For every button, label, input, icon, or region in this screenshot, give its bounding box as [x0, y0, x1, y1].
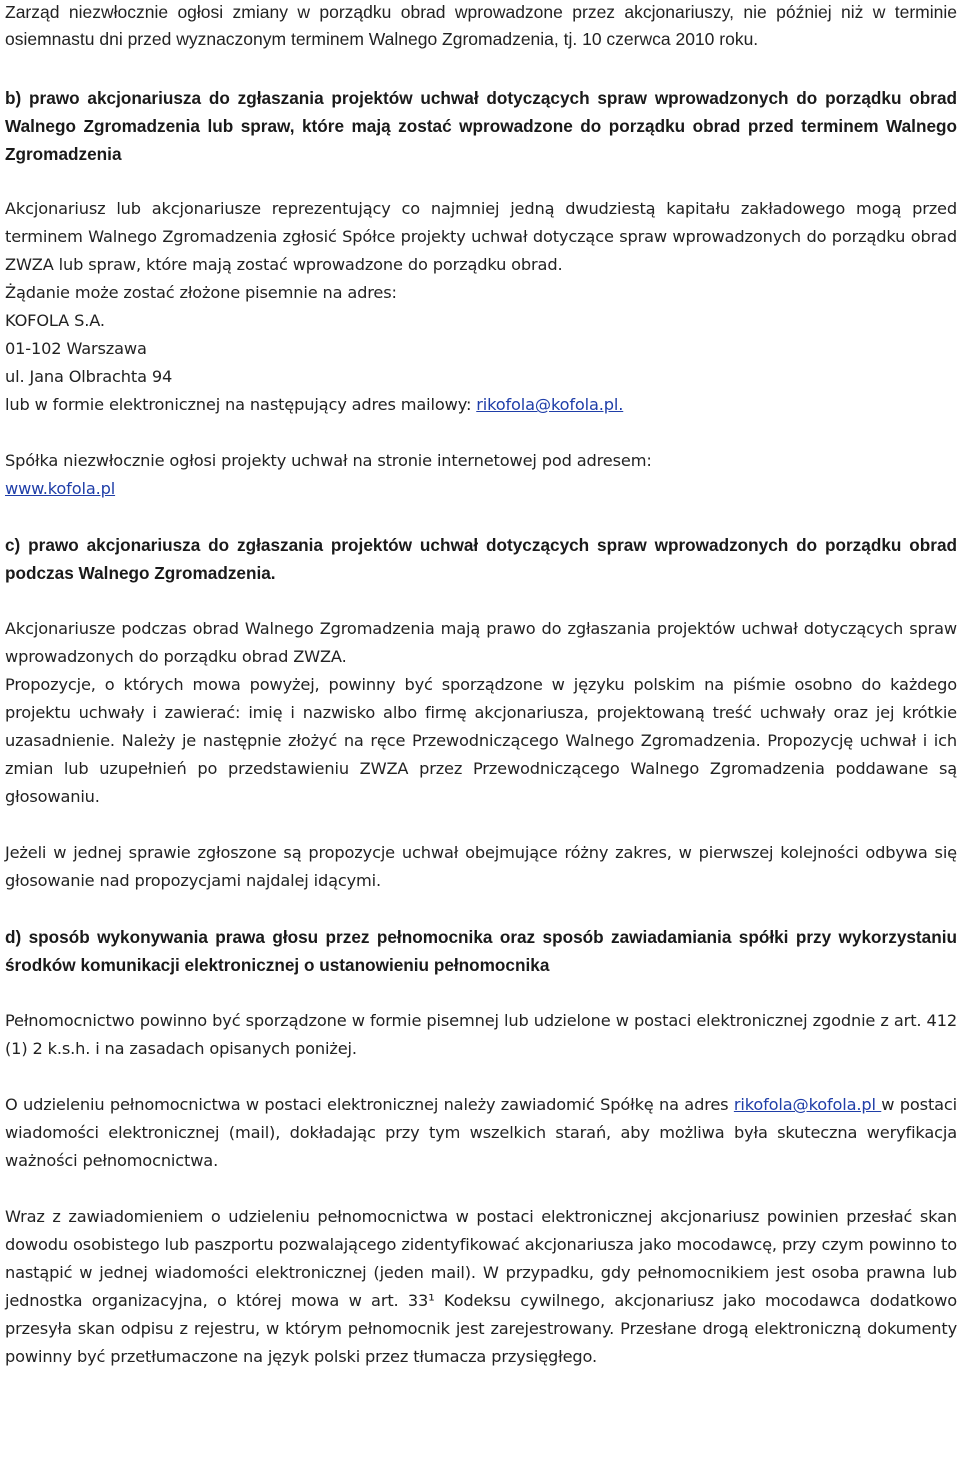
- section-d-paragraph-2-after: w postaci wiadomości elektronicznej (mail), dokładając przy tym wszelkich starań, aby możliwa była skuteczna weryfikacja ważności pełnomocnictwa.: [5, 1095, 958, 1170]
- email-intro: lub w formie elektronicznej na następujący adres mailowy:: [5, 395, 477, 414]
- address-intro: Żądanie może zostać złożone pisemnie na adres:: [5, 283, 397, 302]
- address-company: KOFOLA S.A.: [5, 311, 105, 330]
- document-page: [5, 0, 957, 1371]
- email-line: [5, 391, 957, 419]
- website-intro: Spółka niezwłocznie ogłosi projekty uchwał na stronie internetowej pod adresem:: [5, 451, 652, 470]
- address-street: ul. Jana Olbrachta 94: [5, 367, 173, 386]
- intro-paragraph: Zarząd niezwłocznie ogłosi zmiany w porządku obrad wprowadzone przez akcjonariuszy, nie później niż w terminie osiemnastu dni przed wyznaczonym terminem Walnego Zgromadzenia, tj. 10 czerwca 2010 roku.: [5, 2, 957, 49]
- email-link[interactable]: rikofola@kofola.pl.: [476, 395, 624, 414]
- section-d-paragraph-3: Wraz z zawiadomieniem o udzieleniu pełnomocnictwa w postaci elektronicznej akcjonariusz powinien przesłać skan dowodu osobistego lub paszportu pozwalającego zidentyfikować akcjonariusza jako mocodawcę, przy czym powinno to nastąpić w jednej wiadomości elektronicznej (jeden mail). W przypadku, gdy pełnomocnikiem jest osoba prawna lub jednostka organizacyjna, o której mowa w art. 33¹ Kodeksu cywilnego, akcjonariusz jako mocodawca dodatkowo przesyła skan odpisu z rejestru, w którym pełnomocnik jest zarejestrowany. Przesłane drogą elektroniczną dokumenty powinny być przetłumaczone na język polski przez tłumacza przysięgłego.: [5, 1207, 957, 1366]
- section-c-heading: c) prawo akcjonariusza do zgłaszania projektów uchwał dotyczących spraw wprowadzonych do porządku obrad podczas Walnego Zgromadzenia.: [5, 535, 957, 583]
- proxy-email-link[interactable]: rikofola@kofola.pl: [733, 1095, 882, 1114]
- section-c-paragraph-2: Propozycje, o których mowa powyżej, powinny być sporządzone w języku polskim na piśmie osobno do każdego projektu uchwały i zawierać: imię i nazwisko albo firmę akcjonariusza, projektowaną treść uchwały oraz jej krótkie uzasadnienie. Należy je następnie złożyć na ręce Przewodniczącego Walnego Zgromadzenia. Propozycję uchwał i ich zmian lub uzupełnień po przedstawieniu ZWZA przez Przewodniczącego Walnego Zgromadzenia poddawane są głosowaniu.: [5, 675, 957, 806]
- website-line: [5, 475, 957, 503]
- address-city: 01-102 Warszawa: [5, 339, 147, 358]
- section-d-paragraph-1: Pełnomocnictwo powinno być sporządzone w formie pisemnej lub udzielone w postaci elektronicznej zgodnie z art. 412 (1) 2 k.s.h. i na zasadach opisanych poniżej.: [5, 1011, 957, 1058]
- section-d-paragraph-2: [5, 1091, 957, 1175]
- section-d-paragraph-2-before: O udzieleniu pełnomocnictwa w postaci elektronicznej należy zawiadomić Spółkę na adres: [5, 1095, 734, 1114]
- website-link[interactable]: www.kofola.pl: [5, 479, 116, 498]
- section-c-paragraph-1: Akcjonariusze podczas obrad Walnego Zgromadzenia mają prawo do zgłaszania projektów uchwał dotyczących spraw wprowadzonych do porządku obrad ZWZA.: [5, 619, 957, 666]
- section-c-paragraph-3: Jeżeli w jednej sprawie zgłoszone są propozycje uchwał obejmujące różny zakres, w pierwszej kolejności odbywa się głosowanie nad propozycjami najdalej idącymi.: [5, 843, 957, 890]
- section-b-paragraph: Akcjonariusz lub akcjonariusze reprezentujący co najmniej jedną dwudziestą kapitału zakładowego mogą przed terminem Walnego Zgromadzenia zgłosić Spółce projekty uchwał dotyczące spraw wprowadzonych do porządku obrad ZWZA lub spraw, które mają zostać wprowadzone do porządku obrad.: [5, 199, 957, 274]
- section-b-heading: b) prawo akcjonariusza do zgłaszania projektów uchwał dotyczących spraw wprowadzonych do porządku obrad Walnego Zgromadzenia lub spraw, które mają zostać wprowadzone do porządku obrad przed terminem Walnego Zgromadzenia: [5, 88, 957, 164]
- section-d-heading: d) sposób wykonywania prawa głosu przez pełnomocnika oraz sposób zawiadamiania spółki przy wykorzystaniu środków komunikacji elektronicznej o ustanowieniu pełnomocnika: [5, 927, 957, 975]
